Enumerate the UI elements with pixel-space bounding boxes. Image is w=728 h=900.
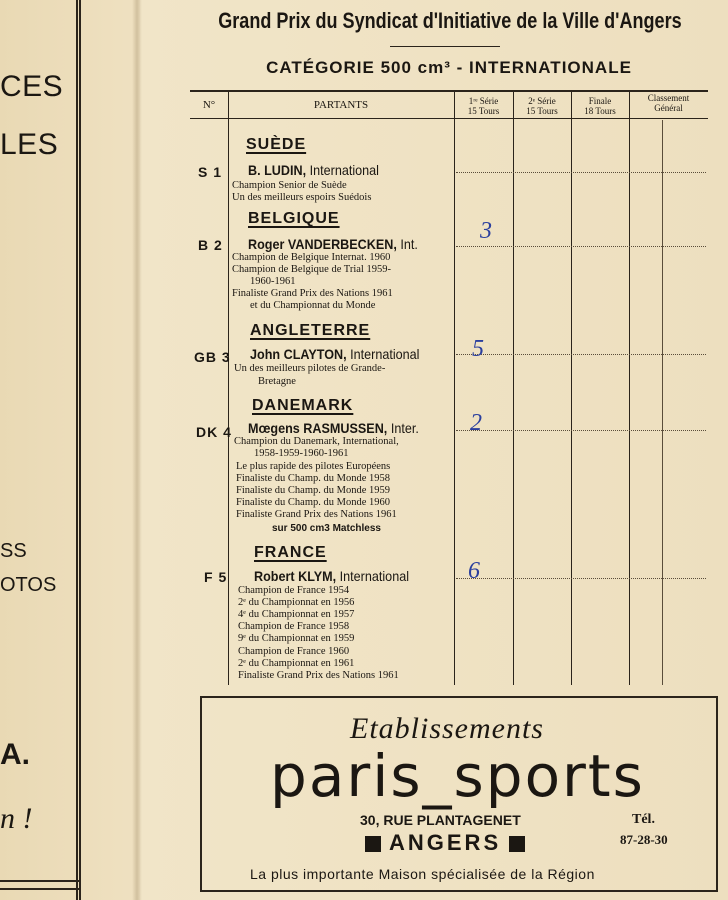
col-divider — [454, 90, 455, 685]
category-heading: CATÉGORIE 500 cm³ - INTERNATIONALE — [266, 58, 632, 77]
rider-note: Finaliste du Champ. du Monde 1958 — [236, 473, 390, 484]
left-fragment: A. — [0, 738, 30, 771]
ad-tel-label: Tél. — [632, 812, 655, 827]
rider-note: Bretagne — [258, 376, 296, 387]
rider-note: Finaliste Grand Prix des Nations 1961 — [232, 288, 393, 299]
country-heading: BELGIQUE — [248, 210, 340, 227]
page-title: Grand Prix du Syndicat d'Initiative de la Ville d'Angers — [218, 8, 682, 33]
rider-note: Champion de France 1958 — [238, 621, 350, 632]
rider-name: B. LUDIN, International — [248, 162, 379, 178]
country-heading: FRANCE — [254, 544, 327, 561]
header-serie2: 2ᵉ Série 15 Tours — [526, 96, 558, 116]
handwritten-result: 2 — [470, 410, 482, 436]
handwritten-result: 6 — [468, 558, 480, 584]
header-no: N° — [202, 99, 216, 111]
ad-address: 30, RUE PLANTAGENET — [360, 812, 521, 828]
rider-note: 2ᵉ du Championnat en 1956 — [238, 597, 355, 608]
handwritten-result: 3 — [480, 218, 492, 244]
entry-number: GB 3 — [194, 349, 231, 365]
ad-tel-number: 87-28-30 — [620, 832, 668, 847]
rider-note: Champion de France 1954 — [238, 585, 350, 596]
ad-brand-name: paris_sports — [270, 742, 645, 810]
country-heading: SUÈDE — [246, 136, 307, 153]
score-line — [456, 578, 706, 579]
rider-note: Un des meilleurs espoirs Suédois — [232, 192, 372, 203]
title-divider — [390, 46, 500, 47]
page-fold — [132, 0, 142, 900]
rider-note: Champion de Belgique Internat. 1960 — [232, 252, 391, 263]
rider-note: Un des meilleurs pilotes de Grande- — [234, 363, 386, 374]
left-page-bottom-border — [0, 880, 80, 890]
score-line — [456, 354, 706, 355]
rider-name: John CLAYTON, International — [250, 346, 420, 362]
ad-city: ANGERS — [357, 830, 533, 856]
rider-note: Finaliste Grand Prix des Nations 1961 — [236, 509, 397, 520]
header-finale: Finale 18 Tours — [584, 96, 616, 116]
rider-note: 2ᵉ du Championnat en 1961 — [238, 658, 355, 669]
rider-note: Champion du Danemark, International, — [234, 436, 399, 447]
rider-note: Le plus rapide des pilotes Européens — [236, 461, 391, 472]
rider-note: Finaliste du Champ. du Monde 1959 — [236, 485, 390, 496]
country-heading: DANEMARK — [252, 397, 354, 414]
entry-number: DK 4 — [196, 424, 232, 440]
rider-name: Mœgens RASMUSSEN, Inter. — [248, 420, 419, 436]
advertisement — [200, 696, 718, 892]
header-classement: Classement Général — [647, 93, 690, 113]
rider-note: Champion de France 1960 — [238, 646, 350, 657]
rider-note: 1960-1961 — [250, 276, 296, 287]
col-divider — [513, 90, 514, 685]
score-line — [456, 430, 706, 431]
handwritten-result: 5 — [472, 336, 484, 362]
col-divider — [228, 90, 229, 685]
square-bullet-icon — [509, 836, 525, 852]
rider-note: Champion Senior de Suède — [232, 180, 347, 191]
left-fragment: OTOS — [0, 574, 57, 596]
rider-note: Finaliste du Champ. du Monde 1960 — [236, 497, 390, 508]
header-partants: PARTANTS — [313, 99, 369, 111]
rider-note: Finaliste Grand Prix des Nations 1961 — [238, 670, 399, 681]
col-divider — [629, 90, 630, 685]
rider-note: 9ᵉ du Championnat en 1959 — [238, 633, 355, 644]
table-top-rule — [190, 90, 708, 92]
score-line — [456, 246, 706, 247]
square-bullet-icon — [365, 836, 381, 852]
country-heading: ANGLETERRE — [250, 322, 371, 339]
header-serie1: 1ʳᵉ Série 15 Tours — [467, 96, 500, 116]
results-table — [190, 90, 708, 685]
entry-number: B 2 — [198, 237, 223, 253]
score-line — [456, 172, 706, 173]
left-page — [0, 0, 140, 900]
rider-note: et du Championnat du Monde — [250, 300, 376, 311]
left-fragment: n ! — [0, 802, 33, 835]
left-page-border — [76, 0, 81, 900]
rider-note: 1958-1959-1960-1961 — [254, 448, 349, 459]
rider-note: Champion de Belgique de Trial 1959- — [232, 264, 391, 275]
rider-name: Robert KLYM, International — [254, 568, 410, 584]
ad-script-heading: Etablissements — [350, 712, 544, 745]
col-divider — [662, 120, 663, 685]
left-fragment: SS — [0, 540, 27, 562]
rider-name: Roger VANDERBECKEN, Int. — [248, 236, 418, 252]
entry-number: F 5 — [204, 569, 228, 585]
ad-tagline: La plus importante Maison spécialisée de la Région — [250, 866, 595, 882]
left-fragment: LES — [0, 128, 59, 161]
table-header-rule — [190, 118, 708, 119]
left-fragment: CES — [0, 70, 64, 103]
rider-note-bold: sur 500 cm3 Matchless — [272, 523, 381, 534]
col-divider — [571, 90, 572, 685]
entry-number: S 1 — [198, 164, 223, 180]
rider-note: 4ᵉ du Championnat en 1957 — [238, 609, 355, 620]
